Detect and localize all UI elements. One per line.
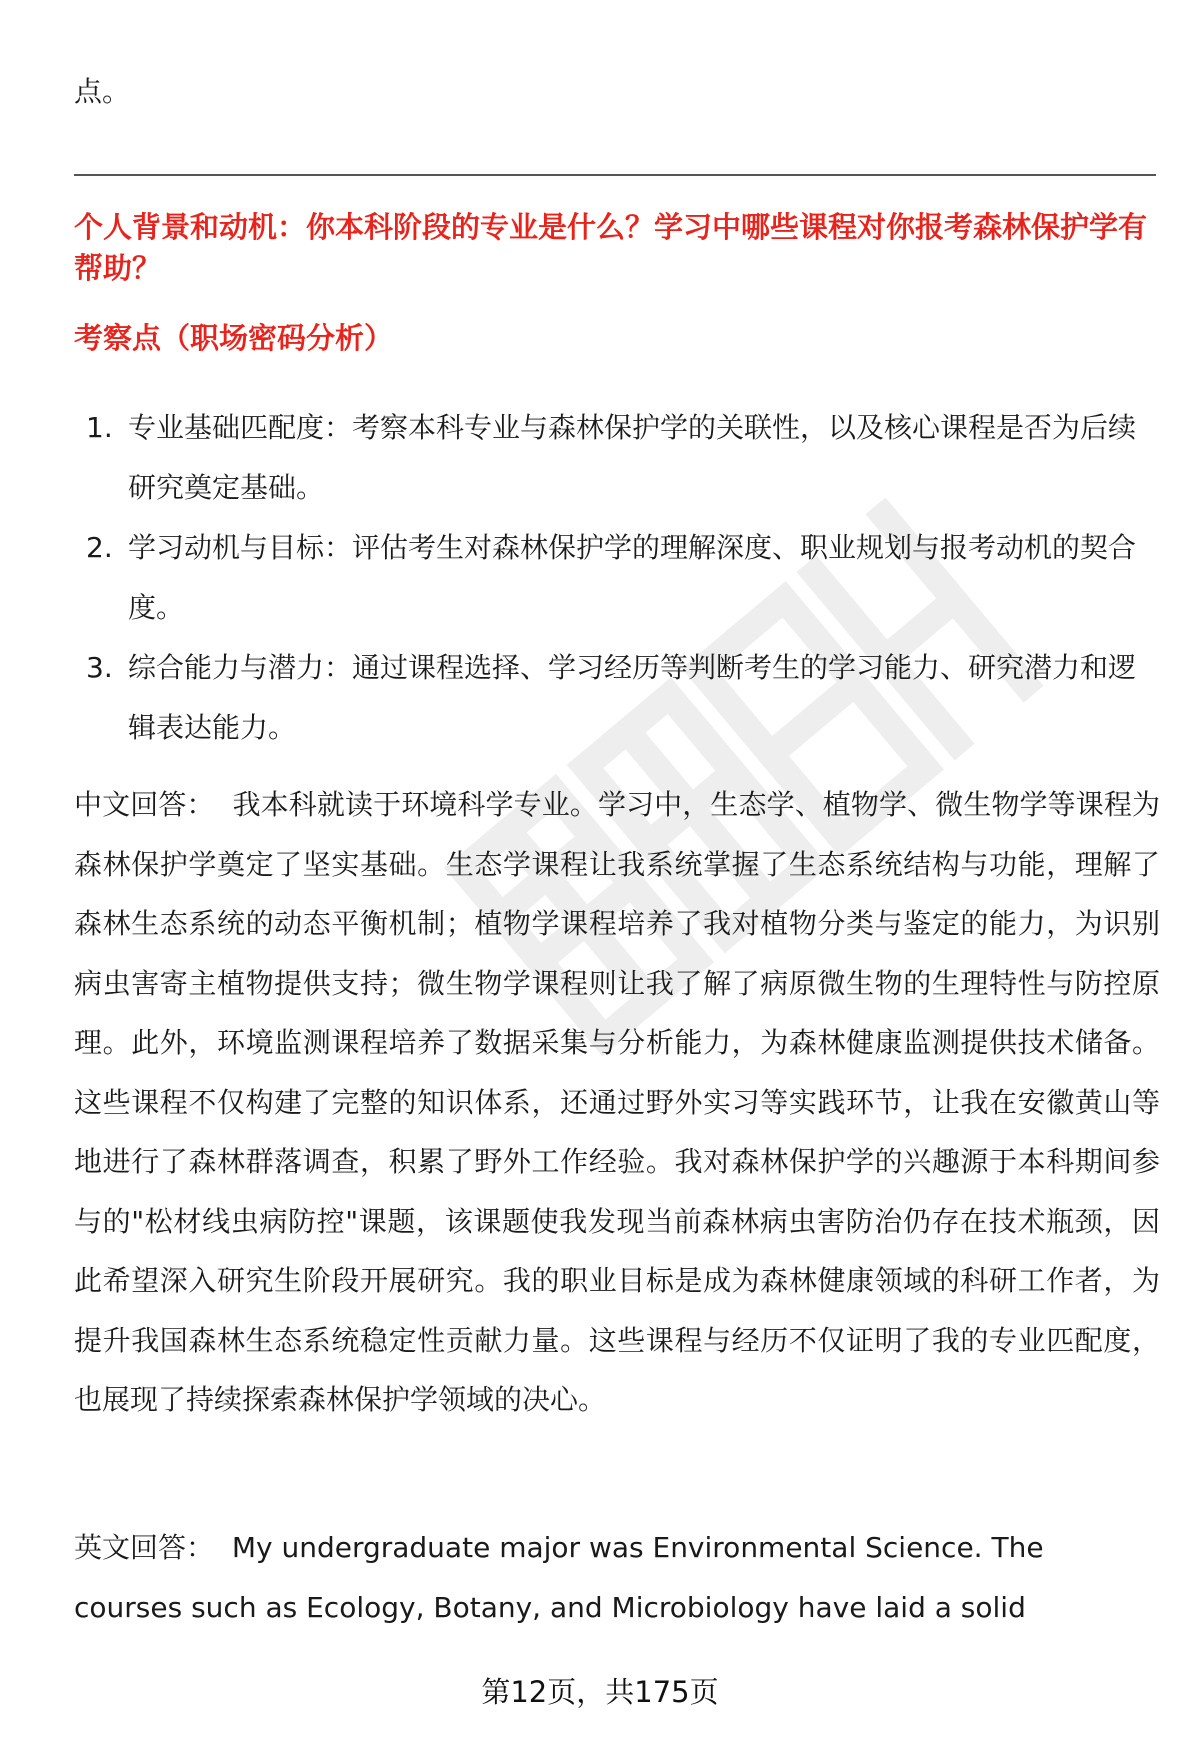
english-answer-text: My undergraduate major was Environmental Science. The courses such as Ecology, Botany, and Microbiology have laid a solid — [74, 1531, 1044, 1624]
question-heading: 个人背景和动机：你本科阶段的专业是什么？学习中哪些课程对你报考森林保护学有帮助？ — [74, 210, 1148, 285]
section-divider — [74, 174, 1156, 176]
list-item — [74, 518, 1160, 638]
list-item-text: 学习动机与目标：评估考生对森林保护学的理解深度、职业规划与报考动机的契合度。 — [128, 531, 1137, 624]
list-item-number: 2. — [86, 531, 113, 564]
carryover-text: 点。 — [74, 75, 131, 108]
english-answer-label: 英文回答： — [74, 1531, 215, 1564]
focus-heading: 考察点（职场密码分析） — [74, 321, 394, 355]
list-item-text: 综合能力与潜力：通过课程选择、学习经历等判断考生的学习能力、研究潜力和逻辑表达能力。 — [128, 651, 1137, 744]
focus-points-list — [74, 398, 1160, 758]
chinese-answer — [74, 775, 1160, 1430]
chinese-answer-text: 我本科就读于环境科学专业。学习中，生态学、植物学、微生物学等课程为森林保护学奠定了坚实基础。生态学课程让我系统掌握了生态系统结构与功能，理解了森林生态系统的动态平衡机制；植物学课程培养了我对植物分类与鉴定的能力，为识别病虫害寄主植物提供支持；微生物学课程则让我了解了病原微生物的生理特性与防控原理。此外，环境监测课程培养了数据采集与分析能力，为森林健康监测提供技术储备。这些课程不仅构建了完整的知识体系，还通过野外实习等实践环节，让我在安徽黄山等地进行了森林群落调查，积累了野外工作经验。我对森林保护学的兴趣源于本科期间参与的"松材线虫病防控"课题，该课题使我发现当前森林病虫害防治仍存在技术瓶颈，因此希望深入研究生阶段开展研究。我的职业目标是成为森林健康领域的科研工作者，为提升我国森林生态系统稳定性贡献力量。这些课程与经历不仅证明了我的专业匹配度，也展现了持续探索森林保护学领域的决心。 — [74, 788, 1160, 1416]
chinese-answer-label: 中文回答： — [74, 788, 215, 821]
english-answer — [74, 1518, 1160, 1637]
list-item-text: 专业基础匹配度：考察本科专业与森林保护学的关联性，以及核心课程是否为后续研究奠定基础。 — [128, 411, 1137, 504]
list-item-number: 3. — [86, 651, 113, 684]
list-item — [74, 638, 1160, 758]
page-footer: 第12页，共175页 — [481, 1675, 719, 1709]
list-item-number: 1. — [86, 411, 113, 444]
list-item — [74, 398, 1160, 518]
